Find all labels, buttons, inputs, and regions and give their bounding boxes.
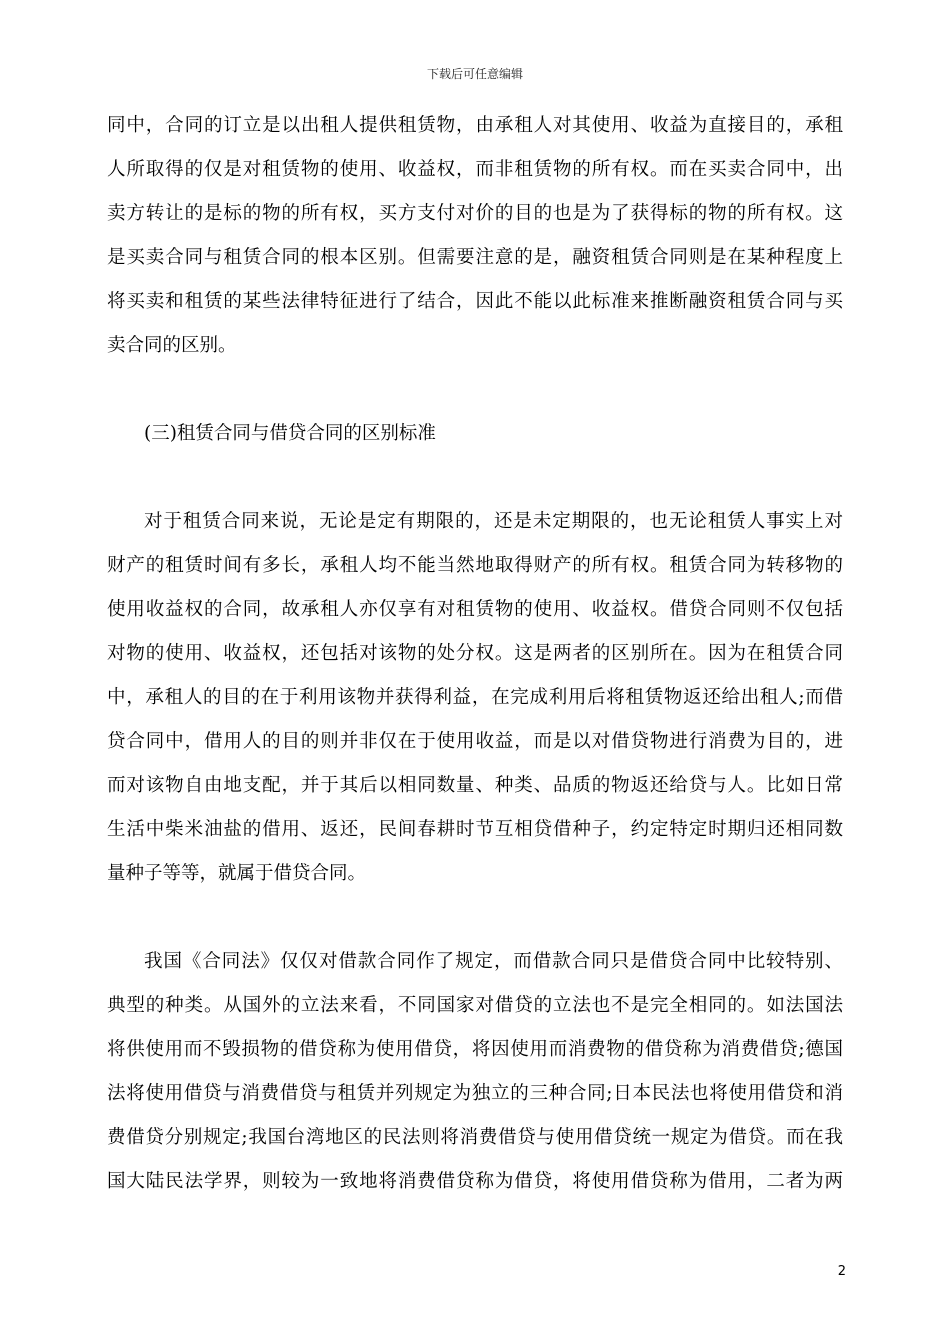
text-line: 财产的租赁时间有多长，承租人均不能当然地取得财产的所有权。租赁合同为转移物的 (107, 555, 843, 576)
text-line: 同中，合同的订立是以出租人提供租赁物，由承租人对其使用、收益为直接目的，承租 (107, 115, 843, 136)
page-header: 下载后可任意编辑 (426, 67, 523, 81)
paragraph-spacer (107, 456, 843, 500)
text-line: 是买卖合同与租赁合同的根本区别。但需要注意的是，融资租赁合同则是在某种程度上 (107, 247, 843, 268)
paragraph-spacer (107, 896, 843, 940)
document-body (107, 104, 843, 1204)
text-line: 将供使用而不毁损物的借贷称为使用借贷，将因使用而消费物的借贷称为消费借贷;德国 (107, 1039, 843, 1060)
text-line: 卖合同的区别。 (107, 335, 237, 356)
text-line: 而对该物自由地支配，并于其后以相同数量、种类、品质的物返还给贷与人。比如日常 (107, 775, 843, 796)
text-line: 费借贷分别规定;我国台湾地区的民法则将消费借贷与使用借贷统一规定为借贷。而在我 (107, 1127, 843, 1148)
text-line: 我国《合同法》仅仅对借款合同作了规定，而借款合同只是借贷合同中比较特别、 (144, 951, 843, 972)
text-line: 使用收益权的合同，故承租人亦仅享有对租赁物的使用、收益权。借贷合同则不仅包括 (107, 599, 843, 620)
text-line: 量种子等等，就属于借贷合同。 (107, 863, 367, 884)
paragraph (107, 104, 843, 368)
text-line: 卖方转让的是标的物的所有权，买方支付对价的目的也是为了获得标的物的所有权。这 (107, 203, 843, 224)
text-line: 典型的种类。从国外的立法来看，不同国家对借贷的立法也不是完全相同的。如法国法 (107, 995, 843, 1016)
page-number: 2 (837, 1264, 846, 1279)
text-line: 国大陆民法学界，则较为一致地将消费借贷称为借贷，将使用借贷称为借用，二者为两 (107, 1171, 843, 1192)
text-line: 贷合同中，借用人的目的则并非仅在于使用收益，而是以对借贷物进行消费为目的，进 (107, 731, 843, 752)
heading-text: (三)租赁合同与借贷合同的区别标准 (144, 423, 436, 444)
text-line: 生活中柴米油盐的借用、返还，民间春耕时节互相贷借种子，约定特定时期归还相同数 (107, 819, 843, 840)
text-line: 对物的使用、收益权，还包括对该物的处分权。这是两者的区别所在。因为在租赁合同 (107, 643, 843, 664)
paragraph-spacer (107, 368, 843, 412)
section-heading (107, 412, 843, 456)
text-line: 将买卖和租赁的某些法律特征进行了结合，因此不能以此标准来推断融资租赁合同与买 (107, 291, 843, 312)
text-line: 人所取得的仅是对租赁物的使用、收益权，而非租赁物的所有权。而在买卖合同中，出 (107, 159, 843, 180)
text-line: 中，承租人的目的在于利用该物并获得利益，在完成利用后将租赁物返还给出租人;而借 (107, 687, 843, 708)
paragraph (107, 940, 843, 1204)
text-line: 法将使用借贷与消费借贷与租赁并列规定为独立的三种合同;日本民法也将使用借贷和消 (107, 1083, 843, 1104)
text-line: 对于租赁合同来说，无论是定有期限的，还是未定期限的，也无论租赁人事实上对 (144, 511, 843, 532)
paragraph (107, 500, 843, 896)
